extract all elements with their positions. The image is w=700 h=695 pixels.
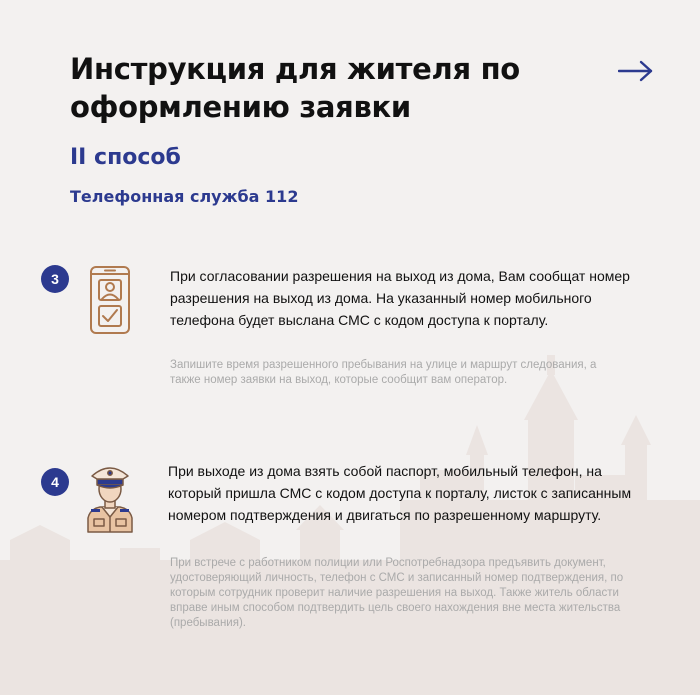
police-officer-icon [82, 462, 138, 534]
page-title: Инструкция для жителя по оформлению заявки [70, 52, 520, 124]
method-label: II способ [70, 145, 181, 170]
step-3-text: При согласовании разрешения на выход из дома, Вам сообщат номер разрешения на выход из дома. На указанный номер мобильного телефона будет выслана СМС с кодом доступа к порталу. [170, 268, 630, 328]
arrow-right-icon[interactable] [618, 60, 654, 82]
step-4-text: При выходе из дома взять собой паспорт, мобильный телефон, на который пришла СМС с кодом доступа к порталу, листок с записанным номером подтверждения и двигаться по разрешенному маршруту. [168, 463, 632, 523]
service-name: Телефонная служба 112 [70, 187, 299, 206]
phone-id-document-icon [88, 265, 132, 335]
step-3-note: Запишите время разрешенного пребывания на улице и маршрут следования, а также номер заявки на выход, которые сообщит вам оператор. [170, 359, 597, 386]
step-number-badge: 3 [41, 265, 69, 293]
step-4-note: При встрече с работником полиции или Роспотребнадзора предъявить документ, удостоверяющий личность, телефон с СМС и записанный номер подтверждения, по которым сотрудник проверит наличие разрешения на выход. Также житель области вправе иным способом подтвердить цель своего нахождения вне места жительства (пребывания). [170, 557, 624, 629]
step-number-badge: 4 [41, 468, 69, 496]
